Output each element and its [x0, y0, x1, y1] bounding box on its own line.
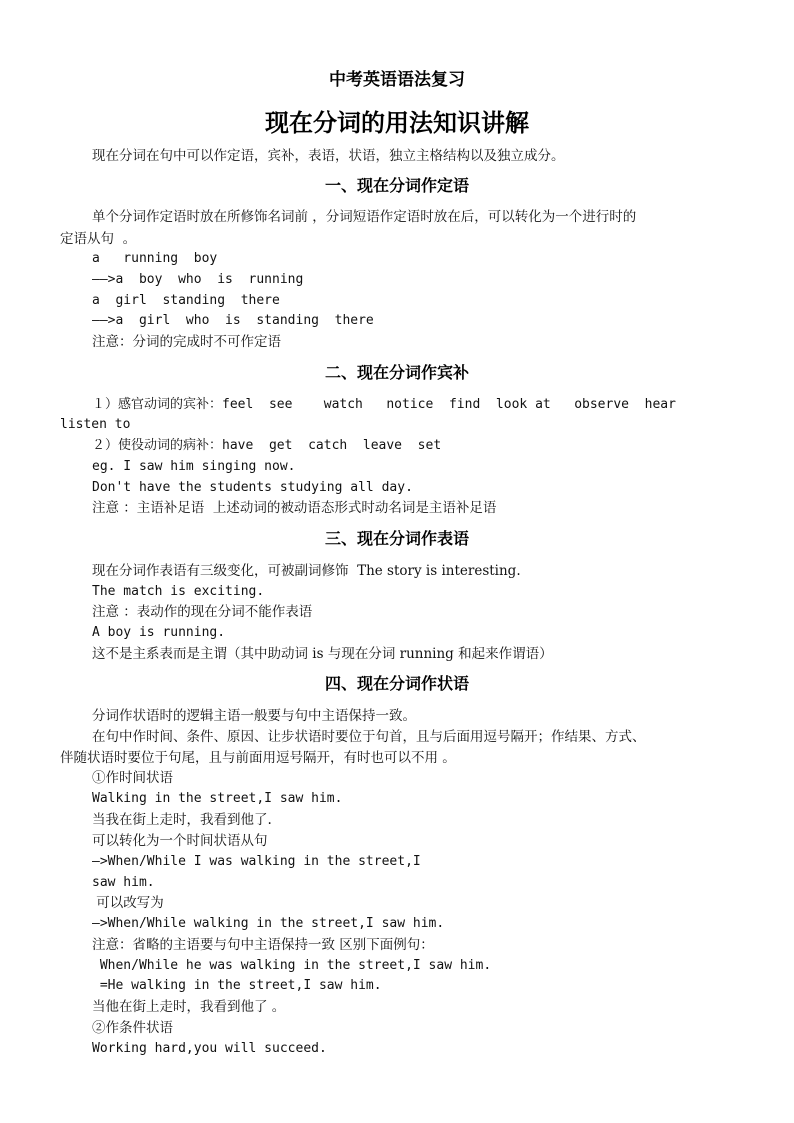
s4-line-7: 可以转化为一个时间状语从句 [92, 833, 268, 849]
s4-example-4: When/While he was walking in the street,I saw him. [92, 958, 492, 973]
s4-example-1: Walking in the street,I saw him. [92, 791, 343, 806]
s4-translation-1: 当我在街上走时，我看到他了. [92, 812, 272, 828]
s4-subheading-condition: ②作条件状语 [92, 1020, 173, 1036]
s3-note: 注意 ：表动作的现在分词不能作表语 [92, 604, 313, 620]
s1-line-2: 定语从句 。 [60, 231, 137, 247]
section-heading-3: 三、现在分词作表语 [324, 529, 469, 548]
s4-line-10: 可以改写为 [92, 895, 164, 911]
s3-example-1: The match is exciting. [92, 584, 265, 599]
s4-line-1: 分词作状语时的逻辑主语一般要与句中主语保持一致。 [92, 708, 416, 724]
s4-example-3: —>When/While walking in the street,I saw him. [92, 916, 445, 931]
s4-line-3: 伴随状语时要位于句尾，且与前面用逗号隔开，有时也可以不用 。 [60, 750, 456, 766]
s1-note: 注意：分词的完成时不可作定语 [92, 334, 281, 350]
s4-example-2-cont: saw him. [92, 875, 155, 890]
s4-example-2: —>When/While I was walking in the street,I [92, 854, 421, 869]
s3-line-1: 现在分词作表语有三级变化，可被副词修饰 The story is interesting. [92, 563, 521, 579]
s4-example-5: =He walking in the street,I saw him. [92, 978, 382, 993]
s1-example-4: ——>a girl who is standing there [92, 313, 374, 328]
intro-paragraph: 现在分词在句中可以作定语，宾补，表语，状语，独立主格结构以及独立成分。 [92, 148, 565, 164]
s4-line-2: 在句中作时间、条件、原因、让步状语时要位于句首，且与后面用逗号隔开；作结果、方式、 [92, 729, 646, 745]
s1-example-3: a girl standing there [92, 293, 280, 308]
s4-example-6: Working hard,you will succeed. [92, 1041, 327, 1056]
s2-example-2: Don't have the students studying all day. [92, 480, 413, 495]
section-heading-4: 四、现在分词作状语 [324, 674, 469, 693]
s2-note: 注意 ：主语补足语 上述动词的被动语态形式时动名词是主语补足语 [92, 500, 497, 516]
s1-line-1: 单个分词作定语时放在所修饰名词前 ，分词短语作定语时放在后，可以转化为一个进行时的 [92, 209, 637, 225]
doc-title: 现在分词的用法知识讲解 [265, 109, 529, 137]
doc-subtitle: 中考英语语法复习 [329, 70, 465, 90]
s2-line-3: ２）使役动词的病补：have get catch leave set [92, 438, 442, 453]
s2-example-1: eg. I saw him singing now. [92, 459, 296, 474]
s3-explanation: 这不是主系表而是主谓（其中助动词 is 与现在分词 running 和起来作谓语） [92, 646, 553, 662]
s4-note: 注意：省略的主语要与句中主语保持一致 区别下面例句： [92, 937, 434, 953]
s3-example-2: A boy is running. [92, 625, 226, 640]
s1-example-1: a running boy [92, 251, 218, 266]
section-heading-2: 二、现在分词作宾补 [324, 363, 469, 382]
s4-subheading-time: ①作时间状语 [92, 770, 173, 786]
section-heading-1: 一、现在分词作定语 [324, 176, 469, 195]
s1-example-2: ——>a boy who is running [92, 272, 304, 287]
s2-line-1: １）感官动词的宾补：feel see watch notice find look at observe hear [92, 397, 676, 412]
s2-line-2: listen to [60, 417, 131, 432]
s4-translation-2: 当他在街上走时，我看到他了 。 [92, 999, 286, 1015]
